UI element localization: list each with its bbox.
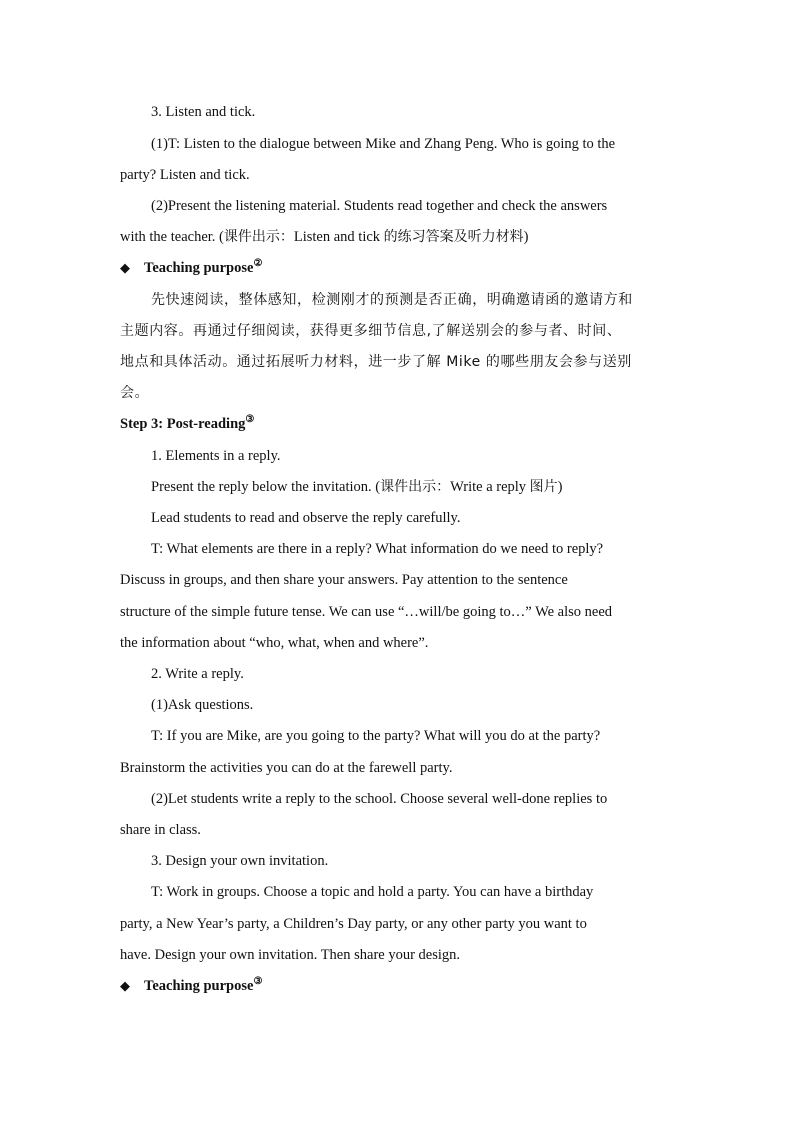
text-line: 3. Listen and tick. <box>151 104 256 120</box>
heading-text: Step 3: Post-reading <box>120 416 246 432</box>
text-segment-cn: 课件出示： <box>223 229 294 245</box>
text-line-cn: 先快速阅读，整体感知，检测刚才的预测是否正确，明确邀请函的邀请方和 <box>151 292 633 308</box>
text-line: have. Design your own invitation. Then share your design. <box>120 947 461 963</box>
text-line: 3. Design your own invitation. <box>151 853 329 869</box>
text-line: T: What elements are there in a reply? What information do we need to reply? <box>151 541 604 557</box>
footnote-marker: ③ <box>245 414 255 425</box>
diamond-bullet-icon: ◆ <box>120 260 130 275</box>
text-line: (2)Present the listening material. Students read together and check the answers <box>151 198 608 214</box>
text-line: Brainstorm the activities you can do at the farewell party. <box>120 760 453 776</box>
text-line-cn: 地点和具体活动。通过拓展听力材料，进一步了解 Mike 的哪些朋友会参与送别 <box>120 354 632 370</box>
text-segment: Write a reply <box>450 479 530 495</box>
text-line: 2. Write a reply. <box>151 666 244 682</box>
section-heading <box>120 258 680 278</box>
text-line-cn: 会。 <box>120 385 150 401</box>
heading-text: Teaching purpose <box>144 260 254 276</box>
text-segment: with the teacher. ( <box>120 229 224 245</box>
footnote-marker: ③ <box>253 976 263 987</box>
text-line-mixed <box>120 227 680 247</box>
diamond-bullet-icon: ◆ <box>120 978 130 993</box>
text-segment: Listen and tick <box>293 229 384 245</box>
text-line-mixed <box>151 477 680 497</box>
text-line: 1. Elements in a reply. <box>151 448 281 464</box>
text-line: T: Work in groups. Choose a topic and hold a party. You can have a birthday <box>151 884 594 900</box>
text-line: Lead students to read and observe the reply carefully. <box>151 510 461 526</box>
text-segment-cn: 的练习答案及听力材料 <box>383 229 524 245</box>
text-segment-cn: 图片 <box>529 479 558 495</box>
text-line: T: If you are Mike, are you going to the party? What will you do at the party? <box>151 728 601 744</box>
text-line: (1)T: Listen to the dialogue between Mike and Zhang Peng. Who is going to the <box>151 136 616 152</box>
text-line: the information about “who, what, when and where”. <box>120 635 429 651</box>
step-heading <box>120 414 680 434</box>
text-line: (1)Ask questions. <box>151 697 254 713</box>
text-segment: Present the reply below the invitation. ( <box>151 479 381 495</box>
text-line-cn: 主题内容。再通过仔细阅读，获得更多细节信息,了解送别会的参与者、时间、 <box>120 323 622 339</box>
section-heading <box>120 976 680 996</box>
text-segment: ) <box>557 479 563 495</box>
text-line: structure of the simple future tense. We can use “…will/be going to…” We also need <box>120 604 613 620</box>
footnote-marker: ② <box>253 258 263 269</box>
text-segment: ) <box>523 229 529 245</box>
text-line: Discuss in groups, and then share your answers. Pay attention to the sentence <box>120 572 568 588</box>
text-segment-cn: 课件出示： <box>380 479 451 495</box>
heading-text: Teaching purpose <box>144 978 254 994</box>
text-line: party? Listen and tick. <box>120 167 250 183</box>
text-line: share in class. <box>120 822 201 838</box>
text-line: party, a New Year’s party, a Children’s Day party, or any other party you want to <box>120 916 587 932</box>
text-line: (2)Let students write a reply to the school. Choose several well-done replies to <box>151 791 608 807</box>
